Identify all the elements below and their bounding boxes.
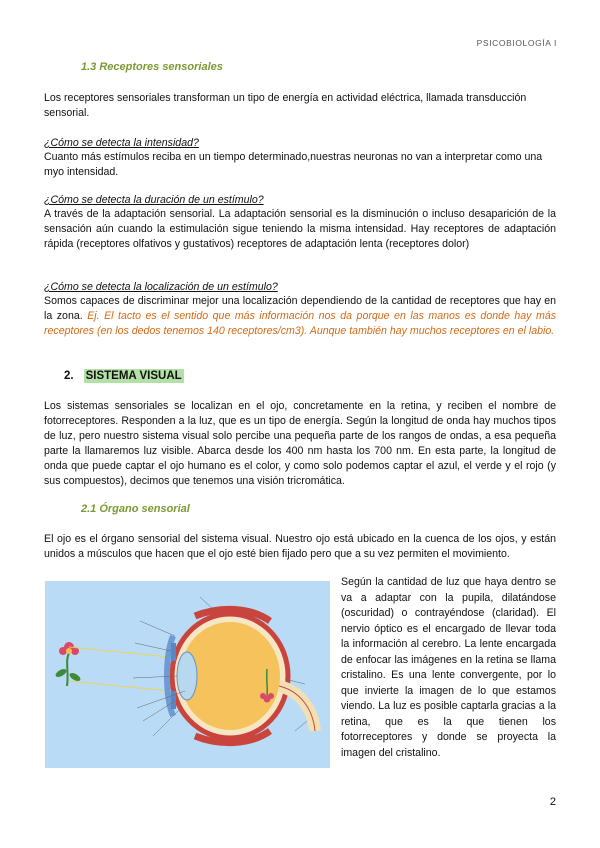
section-title: SISTEMA VISUAL	[85, 370, 182, 382]
intro-organo-sensorial: El ojo es el órgano sensorial del sistema visual. Nuestro ojo está ubicado en la cuenca de los ojos, y están unidos a músculos que hacen que el ojo esté bien fijado pero que a su vez permiten el movimiento.	[44, 533, 556, 560]
page-number: 2	[549, 796, 556, 808]
intro-receptores: Los receptores sensoriales transforman un tipo de energía en actividad eléctrica, llamada transducción sensorial.	[44, 92, 527, 119]
eye-anatomy-figure	[45, 581, 330, 768]
heading-2-1: 2.1 Órgano sensorial	[81, 503, 190, 515]
side-text-ojo: Según la cantidad de luz que haya dentro se va a adaptar con la pupila, dilatándose (oscuridad) o contrayéndose (claridad). El nervio óptico es el encargado de llevar toda la información al cerebro. La lente encargada de enfocar las imágenes en la retina se llama cristalino. Es una lente convergente, por lo que invierte la imagen de lo que estamos viendo. La luz es posible captarla gracias a la retina, que es la que tienen los fotorreceptores y donde se proyecta la imagen del cristalino.	[341, 576, 556, 759]
body-sistema-visual: Los sistemas sensoriales se localizan en el ojo, concretamente en la retina, y reciben el nombre de fotorreceptores. Responden a la luz, que es un tipo de energía. Según la longitud de onda hay muchos tipos de luz, pero nuestro sistema visual solo percibe una pequeña parte de los rangos de ondas, a esa pequeña parte la llamaremos luz visible. Abarca desde los 400 nm hasta los 700 nm. En esta parte, la longitud de onda que puede captar el ojo humano es el color, y como solo podemos captar el azul, el verde y el rojo (y sus compuestos), decimos que tenemos una visión tricromática.	[44, 400, 556, 487]
answer-intensidad: Cuanto más estímulos reciba en un tiempo determinado,nuestras neuronas no van a interpretar como una myo intensidad.	[44, 151, 543, 178]
question-localizacion: ¿Cómo se detecta la localización de un estímulo?	[44, 281, 278, 293]
eyeball	[167, 609, 315, 742]
heading-sistema-visual	[64, 370, 184, 382]
section-number: 2.	[64, 370, 74, 382]
heading-1-3: 1.3 Receptores sensoriales	[81, 61, 223, 73]
question-duracion: ¿Cómo se detecta la duración de un estímulo?	[44, 194, 264, 206]
answer-localizacion-text: Somos capaces de discriminar mejor una localización dependiendo de la cantidad de receptores que hay en la zona.	[44, 295, 556, 322]
eye-diagram	[45, 581, 330, 768]
question-intensidad: ¿Cómo se detecta la intensidad?	[44, 137, 199, 149]
answer-duracion: A través de la adaptación sensorial. La adaptación sensorial es la disminución o incluso desaparición de la sensación aún cuando la estimulación sigue teniendo la misma intensidad. Hay receptores de adaptación rápida (receptores olfativos y gustativos) receptores de adaptación lenta (receptores dolor)	[44, 208, 556, 250]
header-subject: PSICOBIOLOGÍA I	[476, 38, 557, 48]
answer-localizacion-example: Ej. El tacto es el sentido que más información nos da porque en las manos es donde hay más receptores (en los dedos tenemos 140 receptores/cm3). Aunque también hay muchos receptores en el labio.	[44, 310, 557, 337]
object-flower-icon	[54, 642, 81, 686]
answer-localizacion	[44, 294, 556, 339]
